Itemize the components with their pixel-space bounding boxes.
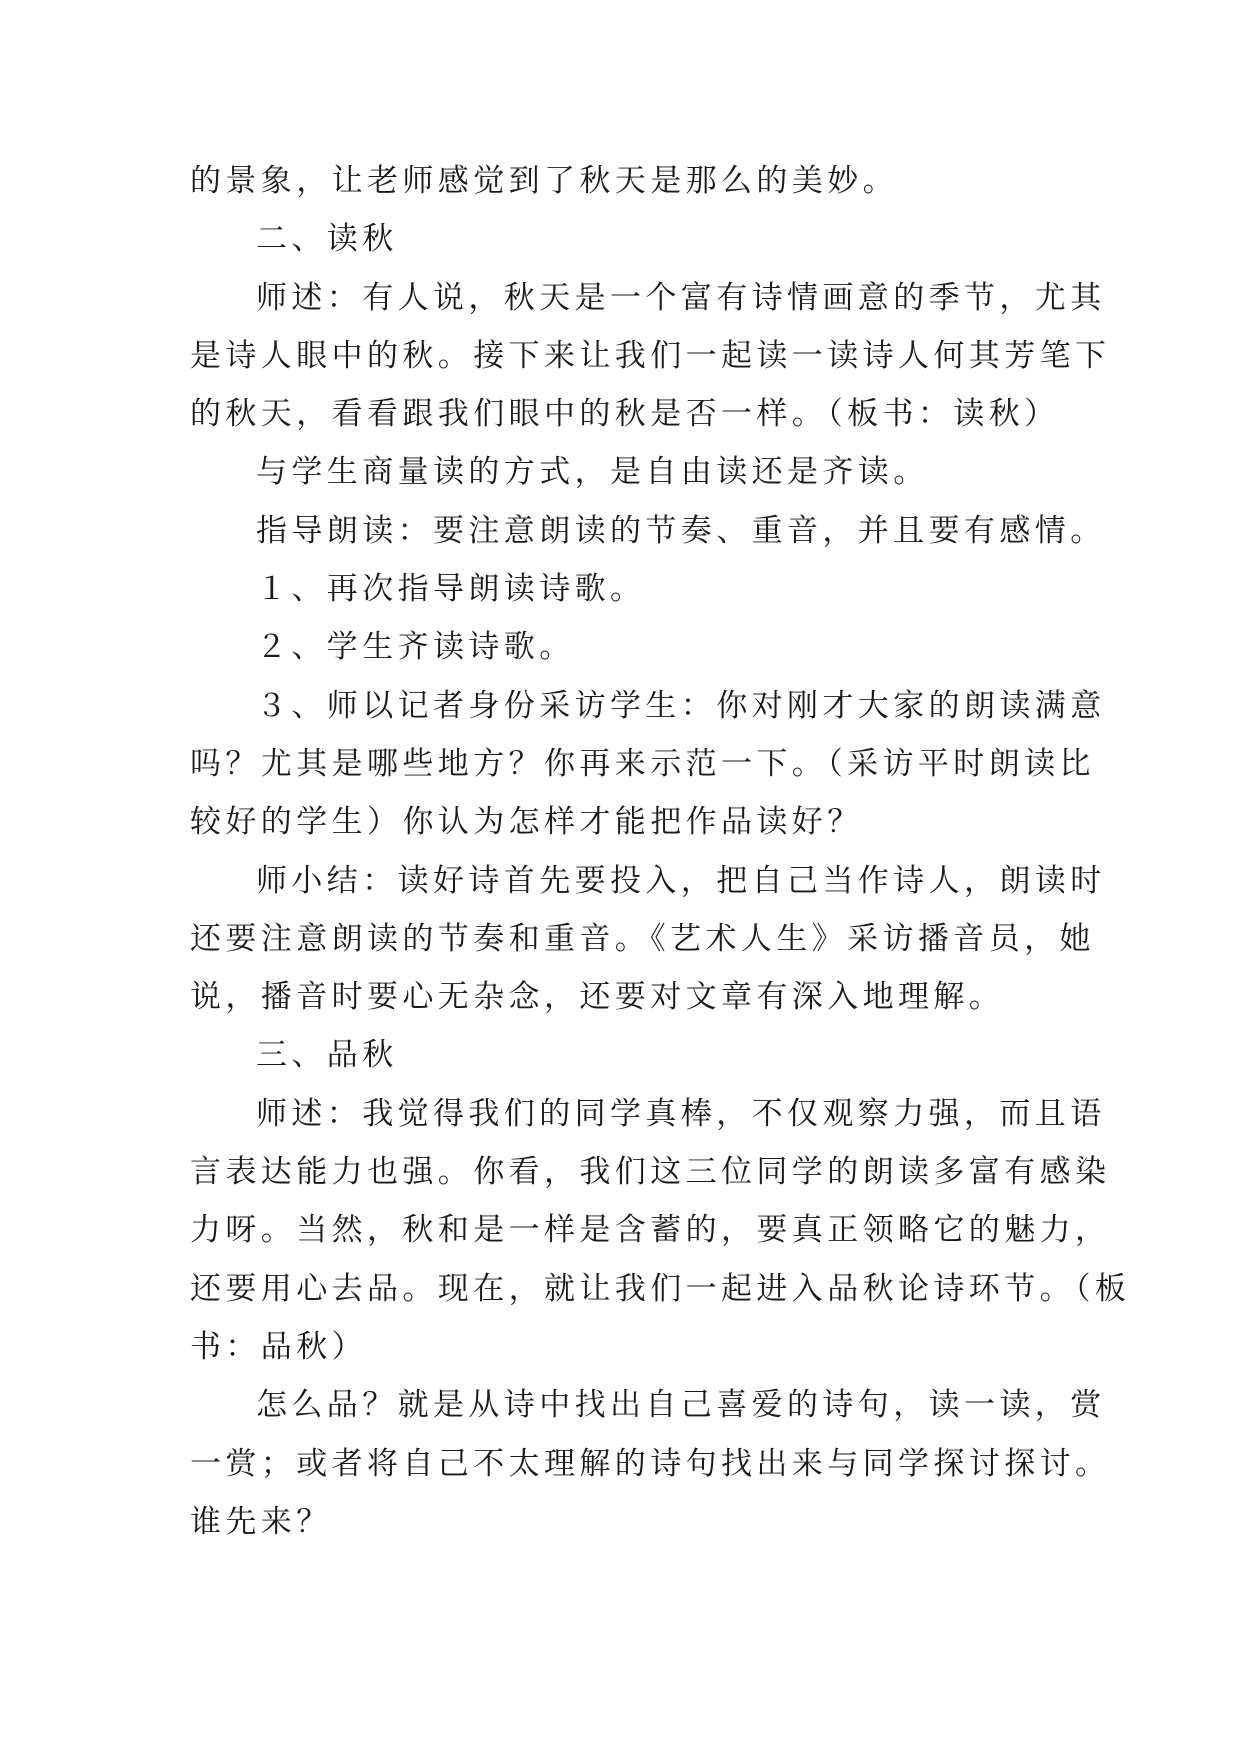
text-line: 还要用心去品。现在，就让我们一起进入品秋论诗环节。（板 <box>190 1270 1131 1307</box>
text-line: 指导朗读：要注意朗读的节奏、重音，并且要有感情。 <box>256 512 1106 549</box>
document-body <box>190 152 1131 1551</box>
text-line: 谁先来？ <box>190 1503 332 1540</box>
text-line: 师述：有人说，秋天是一个富有诗情画意的季节，尤其 <box>256 279 1106 316</box>
text-line: 说，播音时要心无杂念，还要对文章有深入地理解。 <box>190 979 1005 1016</box>
text-line: 的秋天，看看跟我们眼中的秋是否一样。（板书：读秋） <box>190 396 1060 433</box>
text-line: 吗？尤其是哪些地方？你再来示范一下。（采访平时朗读比 <box>190 745 1095 782</box>
list-item: ２、学生齐读诗歌。 <box>256 629 575 666</box>
text-line: 师述：我觉得我们的同学真棒，不仅观察力强，而且语 <box>256 1095 1106 1132</box>
text-line: 是诗人眼中的秋。接下来让我们一起读一读诗人何其芳笔下 <box>190 337 1111 374</box>
text-line: 言表达能力也强。你看，我们这三位同学的朗读多富有感染 <box>190 1154 1111 1191</box>
text-line: 力呀。当然，秋和是一样是含蓄的，要真正领略它的魅力， <box>190 1212 1111 1249</box>
section-heading: 二、读秋 <box>256 221 398 258</box>
text-line: 师小结：读好诗首先要投入，把自己当作诗人，朗读时 <box>256 862 1106 899</box>
section-heading: 三、品秋 <box>256 1037 398 1074</box>
text-line: 较好的学生）你认为怎样才能把作品读好？ <box>190 804 863 841</box>
text-line: 一赏；或者将自己不太理解的诗句找出来与同学探讨探讨。 <box>190 1445 1111 1482</box>
text-line: 还要注意朗读的节奏和重音。《艺术人生》采访播音员，她 <box>190 920 1095 957</box>
list-item: １、再次指导朗读诗歌。 <box>256 571 646 608</box>
text-line: 书：品秋） <box>190 1328 367 1365</box>
list-item: ３、师以记者身份采访学生：你对刚才大家的朗读满意 <box>256 687 1106 724</box>
text-line: 与学生商量读的方式，是自由读还是齐读。 <box>256 454 929 491</box>
text-line: 的景象，让老师感觉到了秋天是那么的美妙。 <box>190 163 898 199</box>
text-line: 怎么品？就是从诗中找出自己喜爱的诗句，读一读，赏 <box>256 1387 1106 1424</box>
